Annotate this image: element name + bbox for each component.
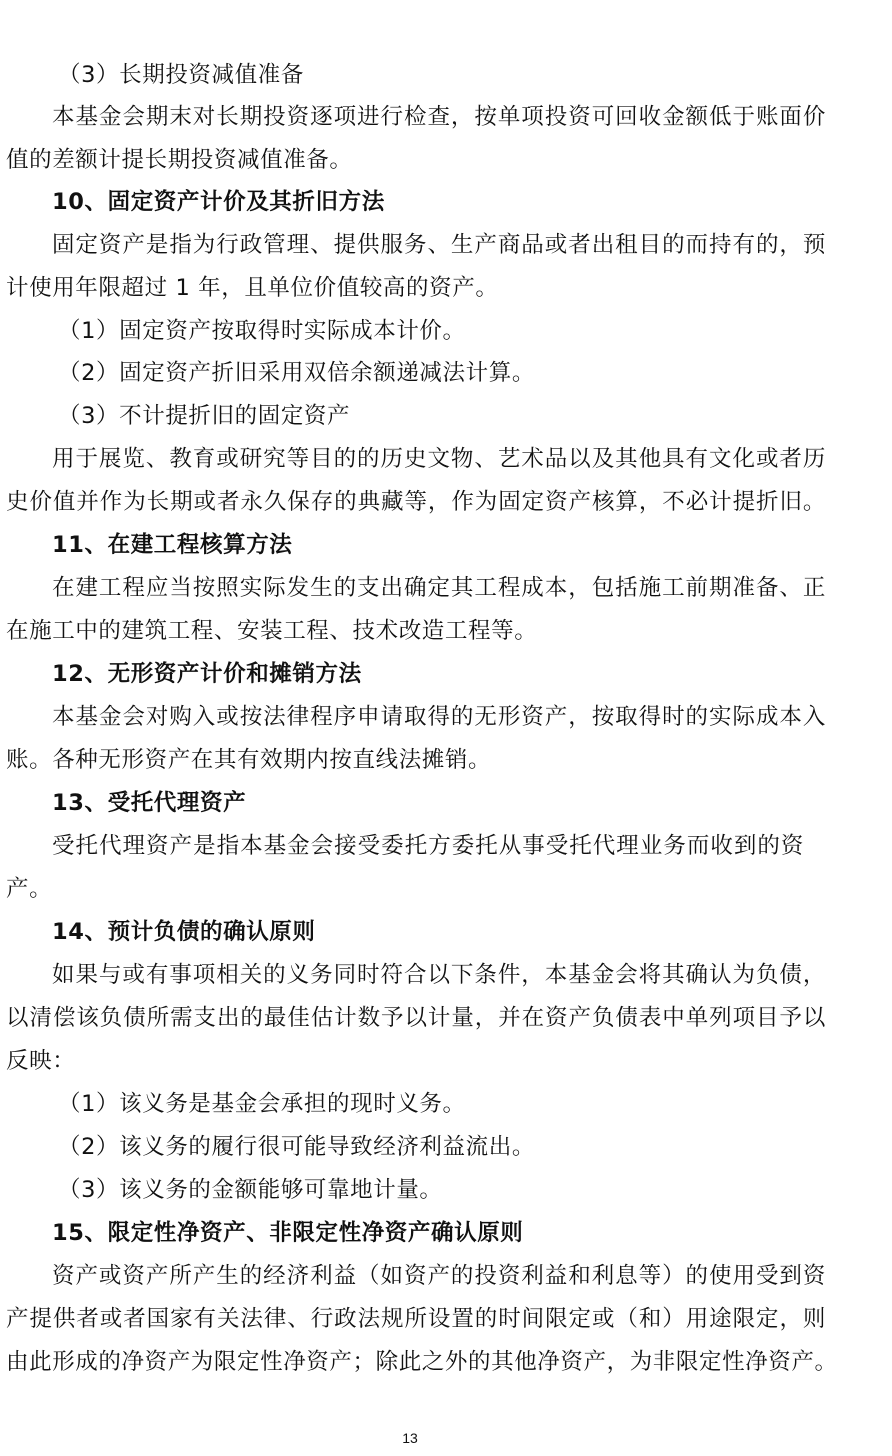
list-item: （3）该义务的金额能够可靠地计量。 <box>58 1177 443 1203</box>
paragraph-line: 值的差额计提长期投资减值准备。 <box>6 147 353 173</box>
list-item: （3）不计提折旧的固定资产 <box>58 403 351 429</box>
section-heading: 11、在建工程核算方法 <box>52 532 293 558</box>
paragraph-line: 本基金会期末对长期投资逐项进行检查，按单项投资可回收金额低于账面价 <box>52 104 826 130</box>
paragraph-line: 资产或资产所产生的经济利益（如资产的投资利益和利息等）的使用受到资 <box>52 1263 826 1289</box>
paragraph-line: 账。各种无形资产在其有效期内按直线法摊销。 <box>6 747 492 773</box>
paragraph-line: 史价值并作为长期或者永久保存的典藏等，作为固定资产核算，不必计提折旧。 <box>6 489 826 515</box>
section-heading: 13、受托代理资产 <box>52 790 247 816</box>
list-item: （2）固定资产折旧采用双倍余额递减法计算。 <box>58 360 535 386</box>
list-item: （2）该义务的履行很可能导致经济利益流出。 <box>58 1134 535 1160</box>
page-number: 13 <box>402 1430 418 1446</box>
list-item: （1）固定资产按取得时实际成本计价。 <box>58 318 466 344</box>
section-heading: 10、固定资产计价及其折旧方法 <box>52 189 385 215</box>
paragraph-line: 如果与或有事项相关的义务同时符合以下条件，本基金会将其确认为负债， <box>52 962 826 988</box>
paragraph-line: 用于展览、教育或研究等目的的历史文物、艺术品以及其他具有文化或者历 <box>52 446 826 472</box>
section-heading: 15、限定性净资产、非限定性净资产确认原则 <box>52 1220 524 1246</box>
paragraph-line: 在施工中的建筑工程、安装工程、技术改造工程等。 <box>6 618 538 644</box>
section-heading: 14、预计负债的确认原则 <box>52 919 316 945</box>
paragraph-line: 本基金会对购入或按法律程序申请取得的无形资产，按取得时的实际成本入 <box>52 704 826 730</box>
paragraph-line: 以清偿该负债所需支出的最佳估计数予以计量，并在资产负债表中单列项目予以 <box>6 1005 826 1031</box>
paragraph-line: 由此形成的净资产为限定性净资产；除此之外的其他净资产，为非限定性净资产。 <box>6 1349 838 1375</box>
section-heading: 12、无形资产计价和摊销方法 <box>52 661 362 687</box>
paragraph-line: 产提供者或者国家有关法律、行政法规所设置的时间限定或（和）用途限定，则 <box>6 1306 826 1332</box>
paragraph-line: 在建工程应当按照实际发生的支出确定其工程成本，包括施工前期准备、正 <box>52 575 826 601</box>
paragraph-line: 计使用年限超过 1 年，且单位价值较高的资产。 <box>6 275 499 301</box>
paragraph-line: 反映： <box>6 1048 76 1074</box>
paragraph-line: 固定资产是指为行政管理、提供服务、生产商品或者出租目的而持有的，预 <box>52 232 826 258</box>
paragraph-line: 受托代理资产是指本基金会接受委托方委托从事受托代理业务而收到的资 <box>52 833 804 859</box>
list-item: （3）长期投资减值准备 <box>58 62 304 88</box>
list-item: （1）该义务是基金会承担的现时义务。 <box>58 1091 466 1117</box>
paragraph-line: 产。 <box>6 876 53 902</box>
